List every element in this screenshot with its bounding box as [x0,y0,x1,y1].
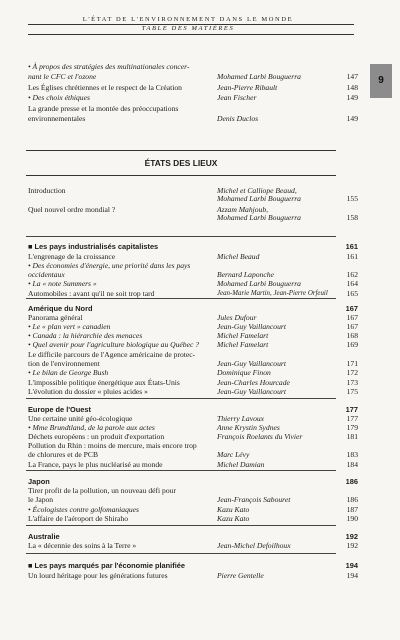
entry-page-number: 148 [346,83,358,92]
toc-entry [28,495,358,504]
toc-entry [28,350,334,359]
entry-title: L'impossible politique énergétique aux États-Unis [28,378,180,387]
entry-author: Michel Damian [217,460,265,469]
entry-page-number: 149 [346,93,358,102]
entry-page-number: 187 [346,505,358,514]
section-rule [26,525,336,526]
entry-author: Jean Fischer [217,93,257,102]
toc-entry [28,387,358,396]
toc-entry [28,514,358,523]
entry-author: Azzam Mahjoub, [217,205,269,214]
toc-entry [28,477,358,486]
entry-title: Amérique du Nord [28,304,93,313]
toc-entry [28,541,358,550]
toc-entry [28,83,358,92]
entry-author: Mohamed Larbi Bouguerra [217,194,301,203]
toc-entry [28,252,358,261]
section-rule [26,470,336,471]
toc-entry [28,505,358,514]
entry-page-number: 168 [346,331,358,340]
entry-page-number: 177 [345,405,358,414]
entry-title: Une certaine unité géo-écologique [28,414,133,423]
toc-entry [28,242,358,251]
entry-title: Automobiles : avant qu'il ne soit trop tard [28,289,155,298]
toc-entry [28,368,358,377]
entry-author: Thierry Lavoux [217,414,265,423]
toc-entry [28,270,358,279]
toc-entry [28,405,358,414]
entry-author: Kazu Kato [217,514,250,523]
entry-page-number: 173 [346,378,358,387]
entry-title: Un lourd héritage pour les générations futures [28,571,168,580]
entry-page-number: 169 [346,340,358,349]
entry-title: Quel nouvel ordre mondial ? [28,205,116,214]
entry-page-number: 190 [346,514,358,523]
entry-title: • La « note Summers » [28,279,97,288]
entry-title: La grande presse et la montée des préoccupations [28,104,179,113]
entry-author: Mohamed Larbi Bouguerra [217,213,301,222]
entry-title: L'engrenage de la croissance [28,252,116,261]
entry-title: • Quel avenir pour l'agriculture biologique au Québec ? [28,340,200,349]
entry-title: • Des économies d'énergie, une priorité dans les pays [28,261,191,270]
toc-entry [28,486,334,495]
entry-author: Dominique Finon [217,368,271,377]
toc-entry [28,561,358,570]
entry-title: le Japon [28,495,54,504]
entry-author: Jean-Pierre Ribault [217,83,278,92]
toc-entry [28,304,358,313]
entry-title: ■ Les pays marqués par l'économie planifiée [28,561,185,570]
entry-author: Michel Beaud [217,252,260,261]
entry-title: • Écologistes contre golfomaniaques [28,505,139,514]
entry-page-number: 155 [346,194,358,203]
entry-author: Michel et Calliope Beaud, [217,186,297,195]
entry-title: • Canada : la hiérarchie des menaces [28,331,143,340]
entry-author: Jean-Guy Vaillancourt [217,387,286,396]
entry-page-number: 192 [346,541,358,550]
running-header-title: L'ÉTAT DE L'ENVIRONNEMENT DANS LE MONDE [82,16,294,23]
entry-page-number: 179 [346,423,358,432]
entry-page-number: 172 [346,368,358,377]
entry-author: Jean-François Sabouret [217,495,291,504]
entry-title: L'affaire de l'aéroport de Shiraho [28,514,129,523]
toc-entry [28,62,334,71]
entry-author: Anne Krystin Sydnes [217,423,280,432]
entry-author: François Roelants du Vivier [217,432,303,441]
entry-page-number: 181 [346,432,358,441]
entry-title: de chlorures et de PCB [28,450,99,459]
entry-title: nant le CFC et l'ozone [28,72,97,81]
entry-title: • Le « plan vert » canadien [28,322,111,331]
entry-author: Denis Duclos [217,114,259,123]
entry-title: Panorama général [28,313,83,322]
page-number-tab: 9 [370,64,392,98]
entry-author: Jean-Charles Hourcade [217,378,290,387]
entry-author: Kazu Kato [217,505,250,514]
entry-author: Jules Dufour [217,313,257,322]
entry-author: Marc Lévy [217,450,250,459]
entry-author: Mohamed Larbi Bouguerra [217,279,301,288]
entry-title: Déchets européens : un produit d'exportation [28,432,165,441]
toc-entry [28,432,358,441]
toc-entry [28,359,358,368]
toc-entry [28,93,358,102]
entry-title: • Des choix éthiques [28,93,90,102]
toc-entry [28,261,334,270]
entry-author: Michel Famelart [217,331,269,340]
entry-author: Pierre Gentelle [217,571,264,580]
entry-title: Europe de l'Ouest [28,405,91,414]
entry-title: environnementales [28,114,86,123]
entry-author: Jean-Guy Vaillancourt [217,359,286,368]
header-rule [28,34,354,35]
entry-page-number: 167 [346,313,358,322]
entry-title: Australie [28,532,60,541]
running-header-subtitle: TABLE DES MATIÈRES [141,25,235,32]
entry-page-number: 177 [346,414,358,423]
toc-entry [28,414,358,423]
entry-title: ■ Les pays industrialisés capitalistes [28,242,159,251]
toc-entry [28,460,358,469]
toc-entry [28,72,358,81]
entry-page-number: 147 [346,72,358,81]
toc-entry [28,532,358,541]
entry-page-number: 192 [345,532,358,541]
section-band-title: ÉTATS DES LIEUX [26,150,336,176]
entry-title: La France, pays le plus nucléarisé au monde [28,460,163,469]
entry-title: • Le bilan de George Bush [28,368,109,377]
entry-page-number: 186 [346,495,358,504]
entry-title: tion de l'environnement [28,359,100,368]
entry-author: Jean-Marie Martin, Jean-Pierre Orfeuil [217,290,328,297]
toc-entry [28,331,358,340]
section-rule [26,398,336,399]
entry-title: • Mme Brundtland, de la parole aux actes [28,423,155,432]
toc-entry [28,279,358,288]
entry-title: Introduction [28,186,66,195]
section-rule [26,236,336,237]
entry-title: Tirer profit de la pollution, un nouveau défi pour [28,486,176,495]
entry-title: • À propos des stratégies des multinationales concer- [28,62,190,71]
section-rule [26,298,336,299]
entry-page-number: 194 [345,561,358,570]
entry-page-number: 184 [346,460,358,469]
entry-page-number: 194 [346,571,358,580]
entry-title: Pollution du Rhin : moins de mercure, mais encore trop [28,441,197,450]
toc-entry [28,313,358,322]
toc-entry [28,441,334,450]
entry-page-number: 162 [346,270,358,279]
entry-page-number: 161 [346,252,358,261]
entry-page-number: 161 [345,242,358,251]
entry-author: Mohamed Larbi Bouguerra [217,72,301,81]
toc-entry [28,423,358,432]
entry-title: La « décennie des soins à la Terre » [28,541,137,550]
toc-entry [28,114,358,123]
entry-title: occidentaux [28,270,65,279]
entry-page-number: 149 [346,114,358,123]
entry-author: Jean-Guy Vaillancourt [217,322,286,331]
entry-title: Japon [28,477,50,486]
entry-page-number: 167 [346,322,358,331]
toc-entry [28,213,358,222]
toc-entry [28,378,358,387]
entry-page-number: 171 [346,359,358,368]
entry-page-number: 165 [346,289,358,298]
entry-title: Le difficile parcours de l'Agence américaine de protec- [28,350,196,359]
entry-author: Michel Famelart [217,340,269,349]
entry-title: L'évolution du dossier « pluies acides » [28,387,148,396]
toc-entry [28,450,358,459]
toc-entry [28,104,334,113]
section-rule [26,553,336,554]
entry-author: Jean-Michel Defoilhoux [217,541,291,550]
toc-entry [28,340,358,349]
entry-page-number: 186 [345,477,358,486]
entry-page-number: 158 [346,213,358,222]
toc-entry [28,571,358,580]
toc-entry [28,322,358,331]
entry-page-number: 167 [345,304,358,313]
entry-author: Bernard Laponche [217,270,274,279]
toc-entry [28,194,358,203]
entry-page-number: 175 [346,387,358,396]
entry-title: Les Églises chrétiennes et le respect de la Création [28,83,182,92]
toc-entry [28,289,358,298]
entry-page-number: 164 [346,279,358,288]
entry-page-number: 183 [346,450,358,459]
